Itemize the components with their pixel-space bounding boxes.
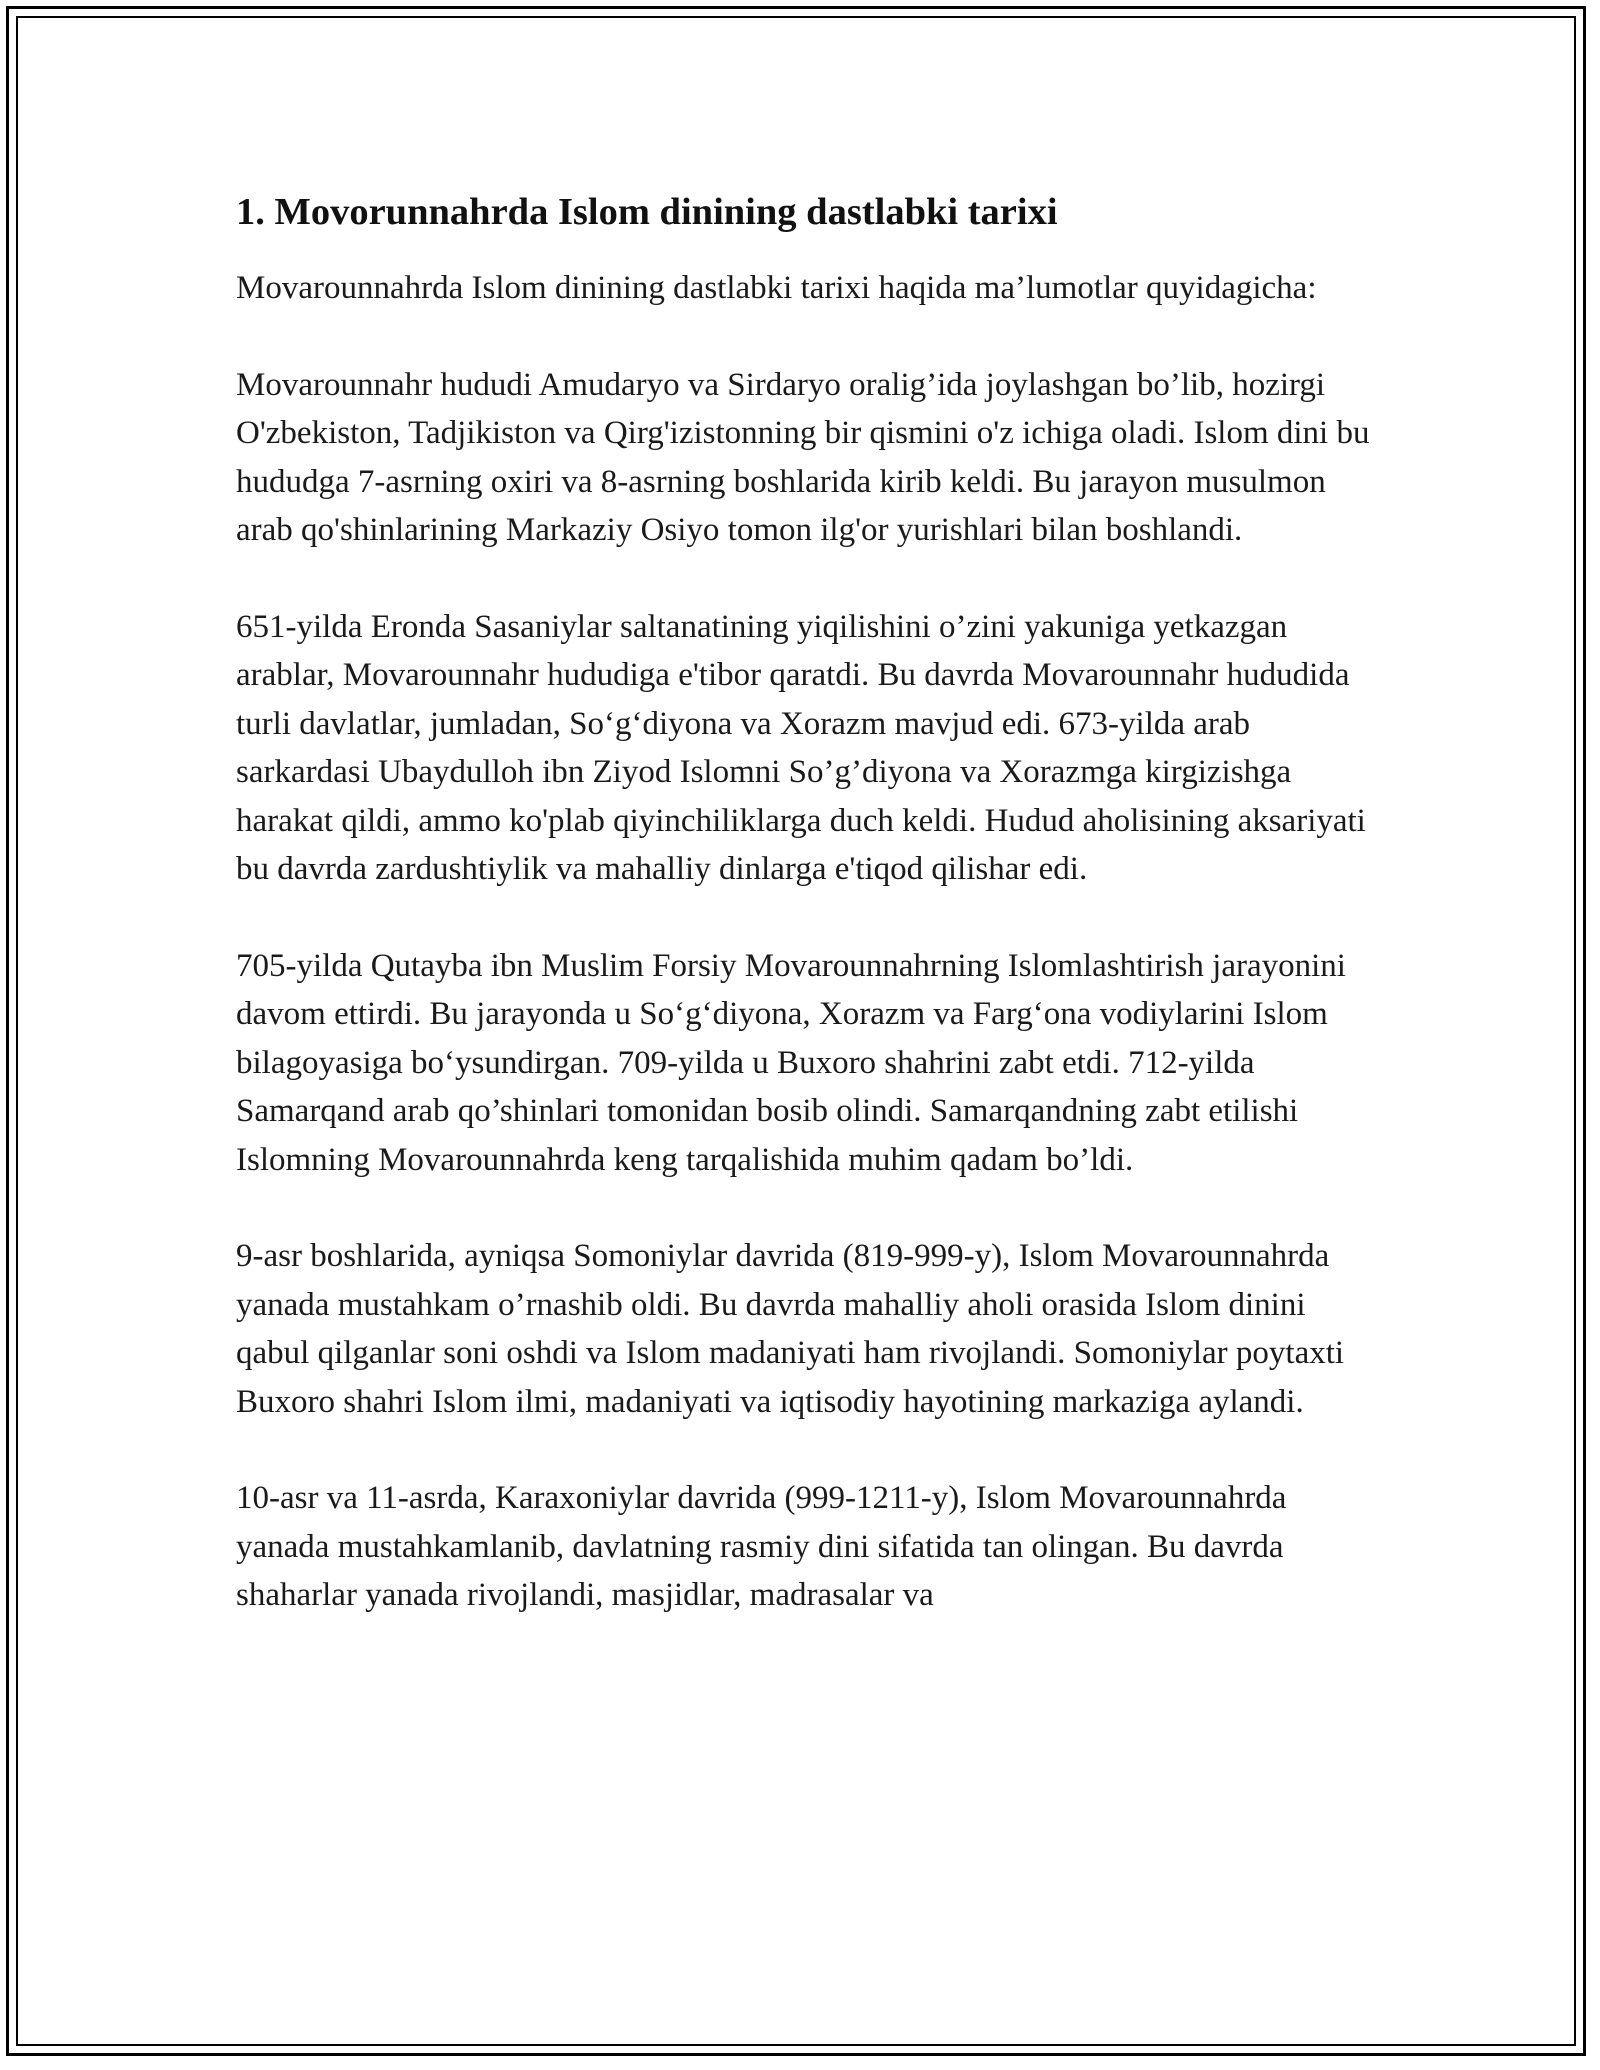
paragraph-651: 651-yilda Eronda Sasaniylar saltanatining yiqilishini o’zini yakuniga yetkazgan arablar, Movarounnahr hududiga e'tibor qaratdi. Bu davrda Movarounnahr hududida turli davlatlar, jumladan, So‘g‘diyona va Xorazm mavjud edi. 673-yilda arab sarkardasi Ubaydulloh ibn Ziyod Islomni So’g’diyona va Xorazmga kirgizishga harakat qildi, ammo ko'plab qiyinchiliklarga duch keldi. Hudud aholisining aksariyati bu davrda zardushtiylik va mahalliy dinlarga e'tiqod qilishar edi. [236,608,1366,887]
paragraph-geography: Movarounnahr hududi Amudaryo va Sirdaryo oralig’ida joylashgan bo’lib, hozirgi O'zbekiston, Tadjikiston va Qirg'izistonning bir qismini o'z ichiga oladi. Islom dini bu hududga 7-asrning oxiri va 8-asrning boshlarida kirib keldi. Bu jarayon musulmon arab qo'shinlarining Markaziy Osiyo tomon ilg'or yurishlari bilan boshlandi. [236,366,1370,548]
section-heading: 1. Movorunnahrda Islom dinining dastlabki tarixi [236,191,1058,233]
paragraph-9th-century: 9-asr boshlarida, ayniqsa Somoniylar davrida (819-999-y), Islom Movarounnahrda yanada mustahkam o’rnashib oldi. Bu davrda mahalliy aholi orasida Islom dinini qabul qilganlar soni oshdi va Islom madaniyati ham rivojlandi. Somoniylar poytaxti Buxoro shahri Islom ilmi, madaniyati va iqtisodiy hayotining markaziga aylandi. [236,1238,1345,1420]
paragraph-10th-century: 10-asr va 11-asrda, Karaxoniylar davrida (999-1211-y), Islom Movarounnahrda yanada mustahkamlanib, davlatning rasmiy dini sifatida tan olingan. Bu davrda shaharlar yanada rivojlandi, masjidlar, madrasalar va [236,1480,1287,1613]
paragraph-705: 705-yilda Qutayba ibn Muslim Forsiy Movarounnahrning Islomlashtirish jarayonini davom ettirdi. Bu jarayonda u So‘g‘diyona, Xorazm va Farg‘ona vodiylarini Islom bilagoyasiga bo‘ysundirgan. 709-yilda u Buxoro shahrini zabt etdi. 712-yilda Samarqand arab qo’shinlari tomonidan bosib olindi. Samarqandning zabt etilishi Islomning Movarounnahrda keng tarqalishida muhim qadam bo’ldi. [236,947,1346,1178]
document-body [236,186,1376,1668]
paragraph-intro: Movarounnahrda Islom dinining dastlabki tarixi haqida ma’lumotlar quyidagicha: [236,270,1317,306]
